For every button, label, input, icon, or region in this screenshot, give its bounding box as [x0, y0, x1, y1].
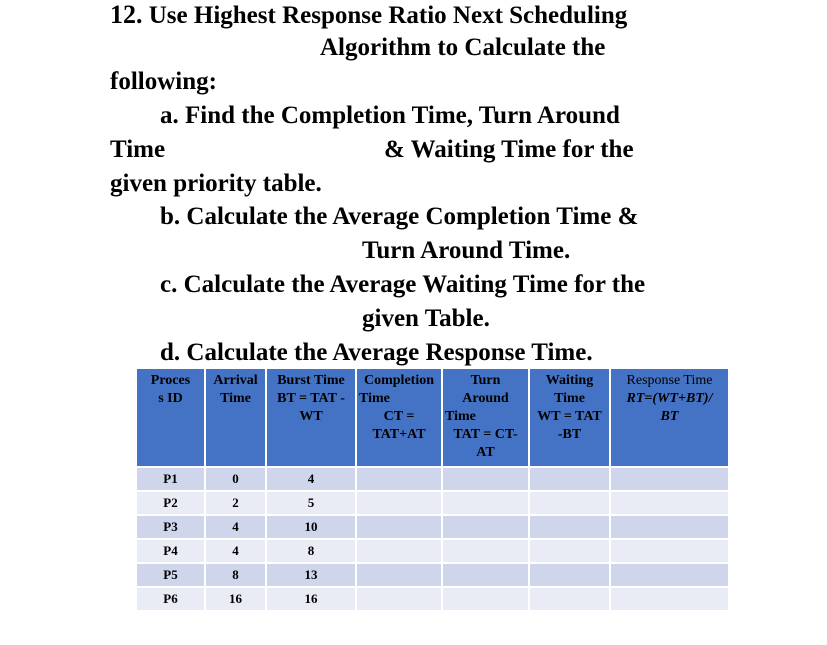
cell-tat — [442, 539, 529, 563]
cell-pid: P3 — [137, 515, 205, 539]
cell-arrival: 2 — [205, 491, 266, 515]
header-burst-time — [266, 369, 356, 467]
cell-arrival: 0 — [205, 467, 266, 491]
header-waiting-time — [529, 369, 610, 467]
cell-tat — [442, 515, 529, 539]
cell-burst: 4 — [266, 467, 356, 491]
cell-waiting — [529, 515, 610, 539]
cell-arrival: 4 — [205, 539, 266, 563]
header-text: Waiting — [545, 373, 594, 388]
formula-part: )/ — [703, 391, 713, 406]
cell-pid: P4 — [137, 539, 205, 563]
part-a-line-1: a. Find the Completion Time, Turn Around — [160, 102, 620, 129]
header-text: CT = — [383, 409, 415, 424]
header-text: WT = TAT — [537, 409, 602, 424]
cell-pid: P6 — [137, 587, 205, 610]
cell-arrival: 4 — [205, 515, 266, 539]
table-row — [137, 587, 728, 610]
cell-arrival: 16 — [205, 587, 266, 610]
header-text: WT — [299, 409, 323, 424]
part-a-line-2b: & Waiting Time for the — [384, 136, 634, 163]
cell-response — [610, 539, 728, 563]
header-text: Response Time — [626, 373, 713, 388]
cell-response — [610, 467, 728, 491]
table-row — [137, 539, 728, 563]
cell-waiting — [529, 539, 610, 563]
cell-response — [610, 491, 728, 515]
formula-part: + — [678, 391, 687, 406]
header-text: BT = TAT - — [277, 391, 345, 406]
cell-completion — [356, 491, 442, 515]
header-text: Proces — [150, 373, 191, 388]
header-response-time — [610, 369, 728, 467]
header-text: Around — [462, 391, 509, 406]
header-text: s ID — [158, 391, 183, 406]
question-title: Use Highest Response Ratio Next Scheduling — [148, 2, 628, 29]
cell-burst: 8 — [266, 539, 356, 563]
cell-waiting — [529, 563, 610, 587]
header-text: Time — [445, 409, 476, 424]
part-b-line-1: b. Calculate the Average Completion Time & — [160, 203, 639, 230]
cell-completion — [356, 515, 442, 539]
formula-part: =( — [644, 391, 658, 406]
header-text: Burst Time — [277, 373, 345, 388]
cell-pid: P2 — [137, 491, 205, 515]
part-c-line-2: given Table. — [362, 305, 490, 332]
cell-burst: 5 — [266, 491, 356, 515]
header-arrival-time — [205, 369, 266, 467]
part-a-line-2a: Time — [110, 136, 166, 163]
header-text: TAT+AT — [372, 427, 426, 442]
cell-waiting — [529, 491, 610, 515]
formula-part: RT — [626, 391, 645, 406]
table-row — [137, 491, 728, 515]
table-row — [137, 563, 728, 587]
header-text: Time — [554, 391, 585, 406]
cell-response — [610, 587, 728, 610]
cell-burst: 16 — [266, 587, 356, 610]
cell-tat — [442, 587, 529, 610]
cell-response — [610, 515, 728, 539]
cell-waiting — [529, 467, 610, 491]
cell-completion — [356, 587, 442, 610]
cell-burst: 10 — [266, 515, 356, 539]
part-d-line-1: d. Calculate the Average Response Time. — [160, 339, 593, 366]
cell-pid: P5 — [137, 563, 205, 587]
process-table — [137, 369, 728, 610]
cell-completion — [356, 467, 442, 491]
cell-arrival: 8 — [205, 563, 266, 587]
cell-tat — [442, 563, 529, 587]
formula-part: WT — [657, 391, 679, 406]
header-text: Completion — [364, 373, 434, 388]
formula-part: BT — [686, 391, 704, 406]
header-text: AT — [476, 445, 495, 460]
question-number: 12. — [110, 0, 143, 29]
table-header-row — [137, 369, 728, 467]
table-row — [137, 467, 728, 491]
header-process-id — [137, 369, 205, 467]
cell-burst: 13 — [266, 563, 356, 587]
cell-response — [610, 563, 728, 587]
part-a-line-3: given priority table. — [110, 170, 322, 197]
header-text: Time — [359, 391, 390, 406]
cell-pid: P1 — [137, 467, 205, 491]
header-text: Arrival — [213, 373, 258, 388]
table-row — [137, 515, 728, 539]
header-turn-around-time — [442, 369, 529, 467]
question-line-3: following: — [110, 68, 217, 95]
header-formula — [613, 390, 726, 408]
header-completion-time — [356, 369, 442, 467]
header-text: Time — [220, 391, 251, 406]
cell-completion — [356, 563, 442, 587]
part-c-line-1: c. Calculate the Average Waiting Time for the — [160, 271, 646, 298]
cell-waiting — [529, 587, 610, 610]
header-text: BT — [660, 409, 679, 424]
header-text: TAT = CT- — [453, 427, 518, 442]
question-line-1 — [110, 0, 627, 33]
header-text: -BT — [557, 427, 582, 442]
question-line-2: Algorithm to Calculate the — [320, 34, 606, 61]
cell-completion — [356, 539, 442, 563]
header-text: Turn — [470, 373, 501, 388]
cell-tat — [442, 467, 529, 491]
part-b-line-2: Turn Around Time. — [362, 237, 571, 264]
cell-tat — [442, 491, 529, 515]
